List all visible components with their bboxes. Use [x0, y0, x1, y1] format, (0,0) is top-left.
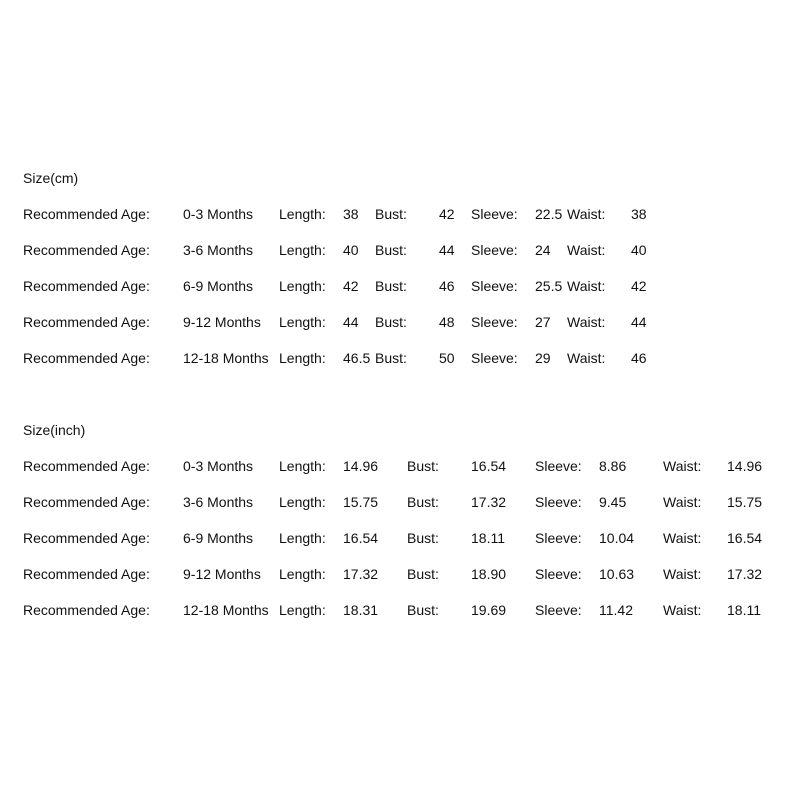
sleeve-value: 29	[535, 350, 551, 366]
bust-value: 50	[439, 350, 455, 366]
sleeve-label: Sleeve:	[535, 602, 582, 618]
bust-value: 16.54	[471, 458, 507, 474]
sleeve-value: 11.42	[599, 602, 633, 618]
sleeve-label: Sleeve:	[471, 206, 518, 222]
waist-value: 44	[631, 314, 647, 330]
age-label: Recommended Age:	[23, 494, 150, 510]
age-value: 6-9 Months	[183, 278, 254, 294]
waist-value: 16.54	[727, 530, 763, 546]
bust-label: Bust:	[407, 530, 439, 546]
sleeve-value: 9.45	[599, 494, 627, 510]
waist-value: 17.32	[727, 566, 763, 582]
bust-value: 18.11	[471, 530, 505, 546]
waist-value: 18.11	[727, 602, 761, 618]
length-label: Length:	[279, 242, 326, 258]
sleeve-label: Sleeve:	[471, 314, 518, 330]
section-title-cm: Size(cm)	[23, 170, 79, 186]
length-label: Length:	[279, 278, 326, 294]
age-value: 12-18 Months	[183, 350, 269, 366]
waist-label: Waist:	[663, 566, 702, 582]
sleeve-value: 8.86	[599, 458, 627, 474]
waist-value: 14.96	[727, 458, 763, 474]
age-label: Recommended Age:	[23, 566, 150, 582]
length-value: 14.96	[343, 458, 379, 474]
bust-value: 18.90	[471, 566, 507, 582]
bust-label: Bust:	[375, 206, 407, 222]
length-label: Length:	[279, 494, 326, 510]
bust-value: 17.32	[471, 494, 507, 510]
waist-value: 40	[631, 242, 647, 258]
length-label: Length:	[279, 350, 326, 366]
age-value: 3-6 Months	[183, 494, 254, 510]
bust-label: Bust:	[407, 566, 439, 582]
waist-label: Waist:	[567, 206, 606, 222]
waist-value: 38	[631, 206, 647, 222]
bust-label: Bust:	[375, 278, 407, 294]
bust-label: Bust:	[375, 350, 407, 366]
sleeve-label: Sleeve:	[471, 242, 518, 258]
age-label: Recommended Age:	[23, 278, 150, 294]
sleeve-value: 22.5	[535, 206, 563, 222]
age-value: 12-18 Months	[183, 602, 269, 618]
length-value: 38	[343, 206, 359, 222]
sleeve-value: 10.63	[599, 566, 635, 582]
waist-value: 42	[631, 278, 647, 294]
length-value: 18.31	[343, 602, 379, 618]
bust-value: 19.69	[471, 602, 507, 618]
age-label: Recommended Age:	[23, 458, 150, 474]
length-value: 46.5	[343, 350, 371, 366]
age-label: Recommended Age:	[23, 530, 150, 546]
waist-label: Waist:	[663, 530, 702, 546]
waist-value: 46	[631, 350, 647, 366]
sleeve-label: Sleeve:	[535, 494, 582, 510]
age-label: Recommended Age:	[23, 242, 150, 258]
waist-label: Waist:	[663, 494, 702, 510]
age-value: 0-3 Months	[183, 458, 254, 474]
sleeve-value: 24	[535, 242, 551, 258]
length-label: Length:	[279, 206, 326, 222]
length-label: Length:	[279, 530, 326, 546]
length-value: 42	[343, 278, 359, 294]
bust-value: 46	[439, 278, 455, 294]
age-value: 3-6 Months	[183, 242, 254, 258]
length-value: 17.32	[343, 566, 379, 582]
sleeve-label: Sleeve:	[535, 458, 582, 474]
age-label: Recommended Age:	[23, 602, 150, 618]
bust-label: Bust:	[407, 494, 439, 510]
age-value: 0-3 Months	[183, 206, 254, 222]
waist-label: Waist:	[567, 242, 606, 258]
length-value: 40	[343, 242, 359, 258]
bust-label: Bust:	[375, 314, 407, 330]
sleeve-value: 27	[535, 314, 551, 330]
age-label: Recommended Age:	[23, 206, 150, 222]
length-label: Length:	[279, 602, 326, 618]
bust-label: Bust:	[375, 242, 407, 258]
sleeve-value: 25.5	[535, 278, 563, 294]
section-title-inch: Size(inch)	[23, 422, 86, 438]
age-value: 9-12 Months	[183, 566, 261, 582]
length-value: 16.54	[343, 530, 379, 546]
age-value: 6-9 Months	[183, 530, 254, 546]
waist-label: Waist:	[567, 278, 606, 294]
bust-value: 44	[439, 242, 455, 258]
sleeve-label: Sleeve:	[535, 530, 582, 546]
bust-label: Bust:	[407, 602, 439, 618]
sleeve-label: Sleeve:	[535, 566, 582, 582]
waist-label: Waist:	[567, 314, 606, 330]
bust-value: 48	[439, 314, 455, 330]
waist-label: Waist:	[567, 350, 606, 366]
waist-label: Waist:	[663, 602, 702, 618]
sleeve-value: 10.04	[599, 530, 635, 546]
length-label: Length:	[279, 566, 326, 582]
length-value: 15.75	[343, 494, 379, 510]
waist-value: 15.75	[727, 494, 763, 510]
sleeve-label: Sleeve:	[471, 350, 518, 366]
age-label: Recommended Age:	[23, 350, 150, 366]
waist-label: Waist:	[663, 458, 702, 474]
length-value: 44	[343, 314, 359, 330]
bust-value: 42	[439, 206, 455, 222]
bust-label: Bust:	[407, 458, 439, 474]
length-label: Length:	[279, 314, 326, 330]
sleeve-label: Sleeve:	[471, 278, 518, 294]
age-value: 9-12 Months	[183, 314, 261, 330]
length-label: Length:	[279, 458, 326, 474]
age-label: Recommended Age:	[23, 314, 150, 330]
